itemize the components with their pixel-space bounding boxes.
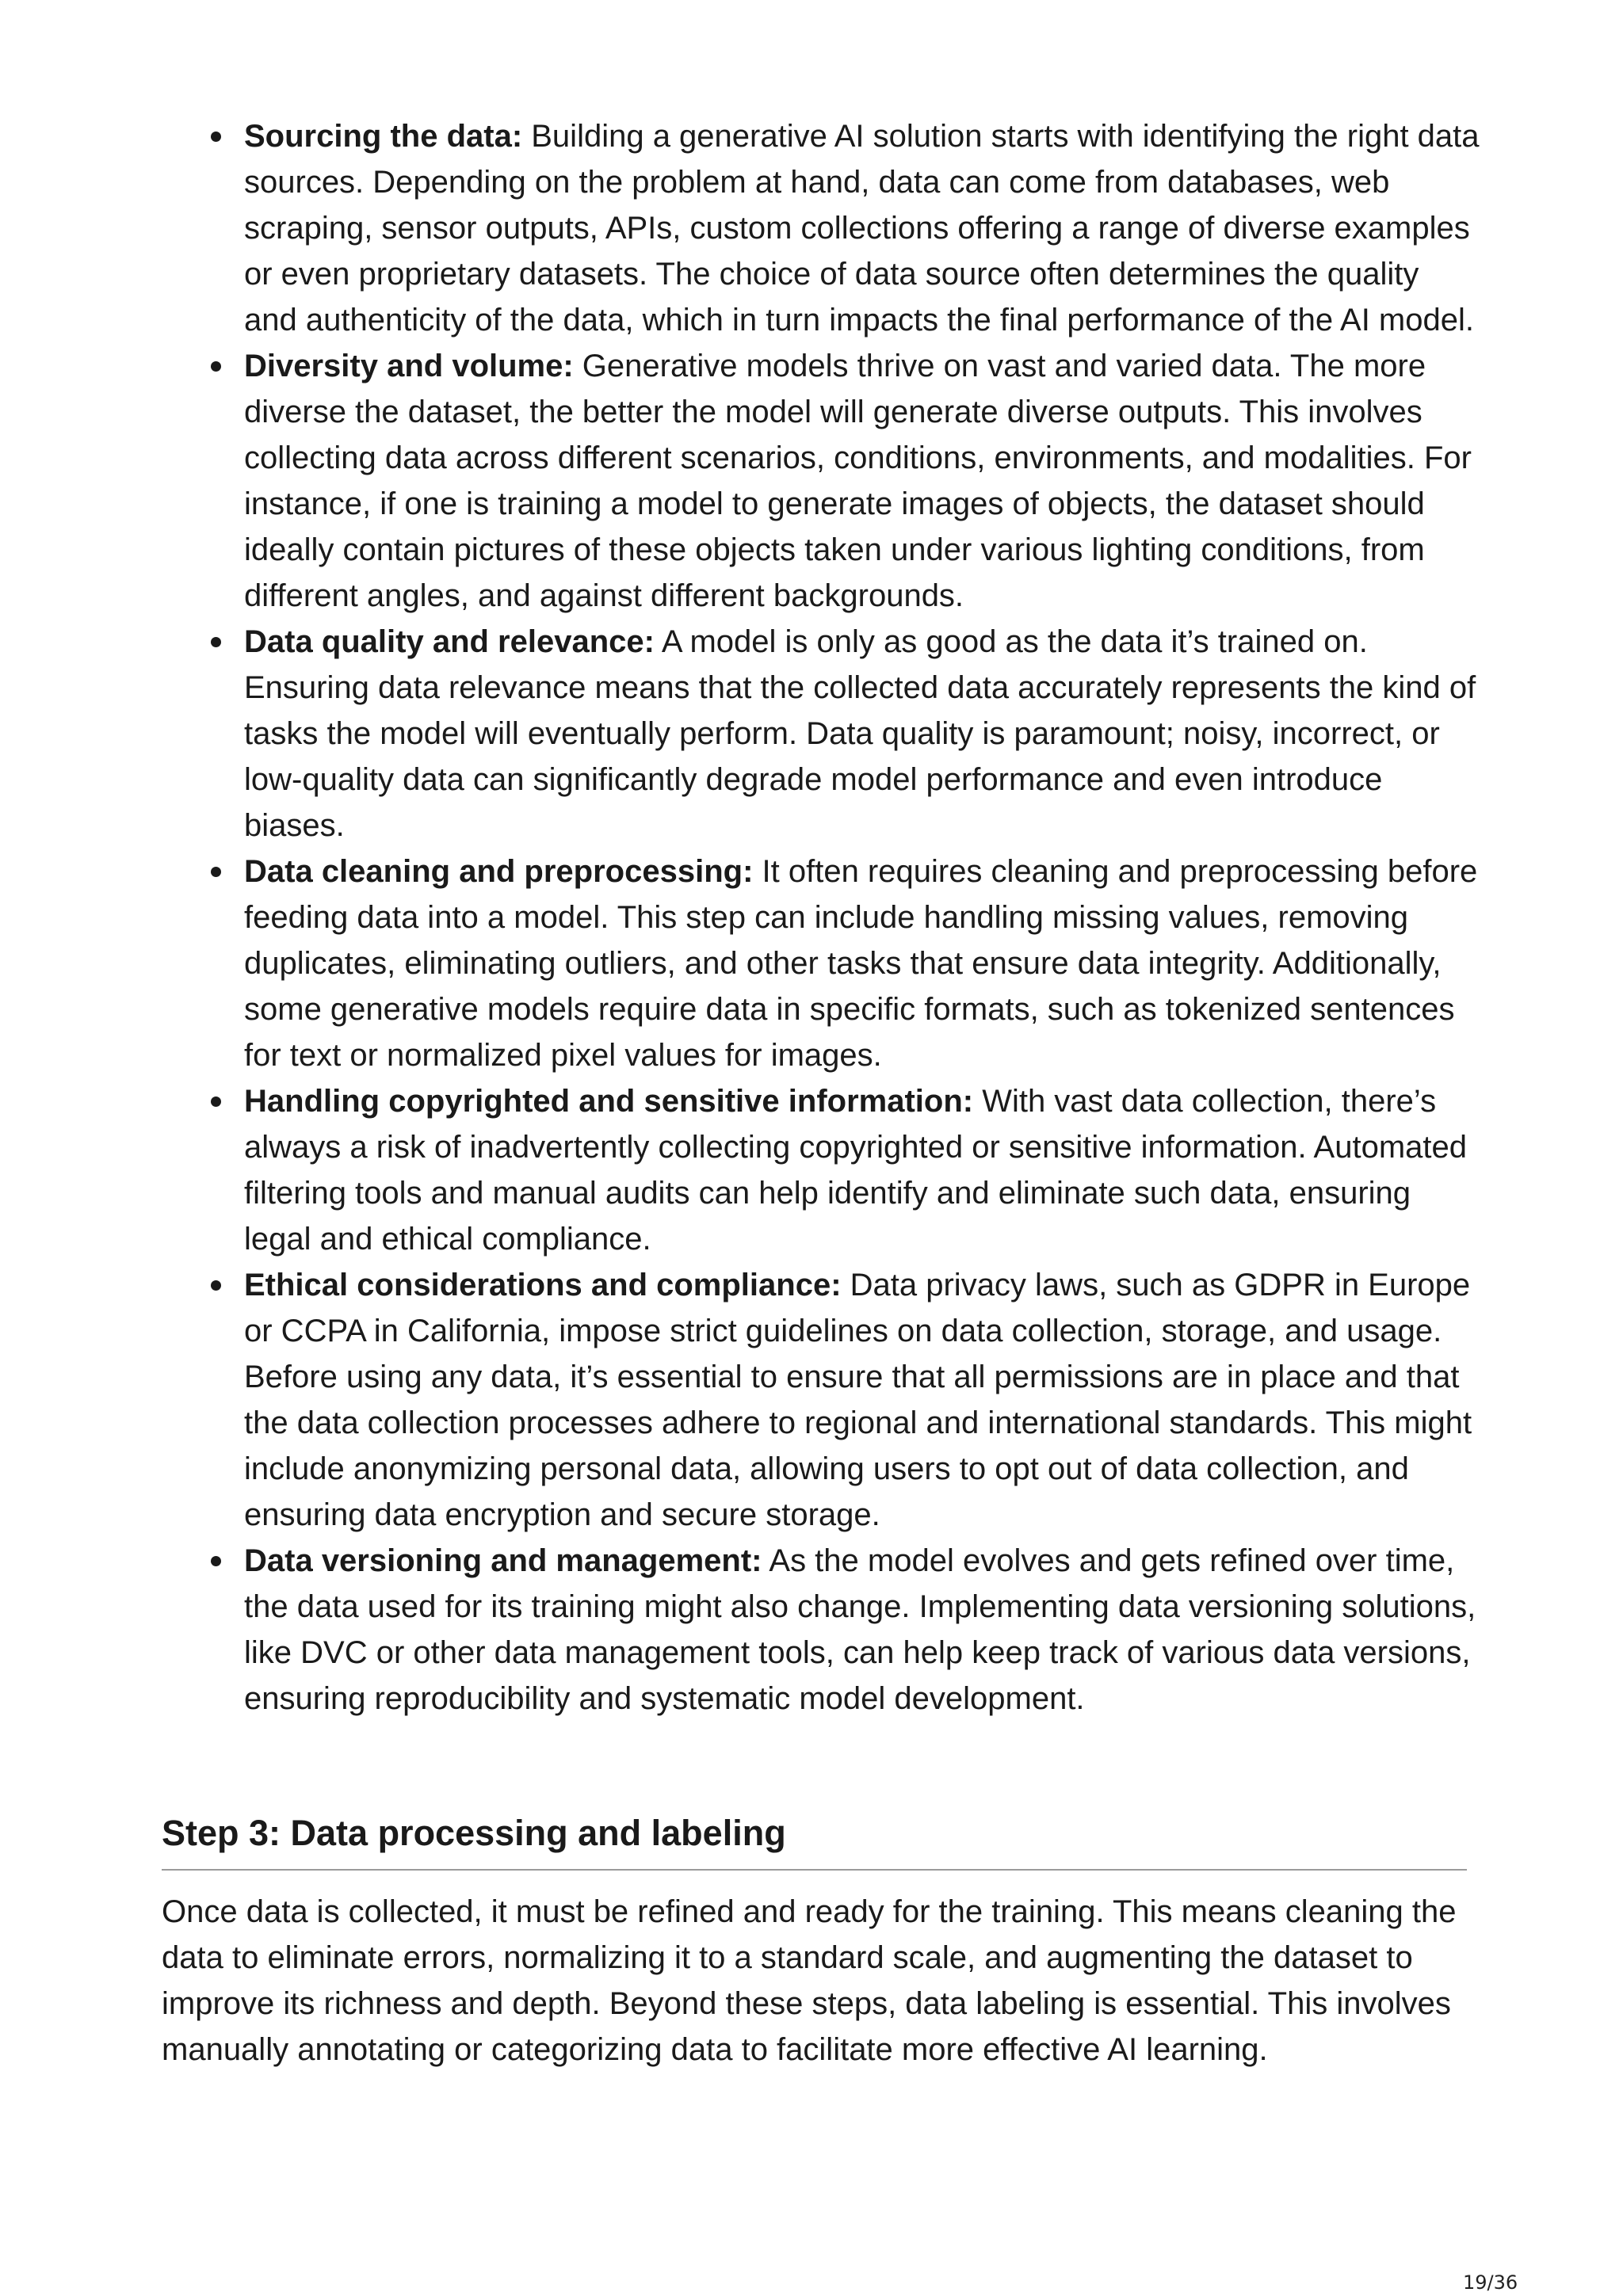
list-item: [244, 1078, 1480, 1262]
list-item: [244, 619, 1480, 849]
list-item: [244, 1262, 1480, 1538]
bullet-icon: [211, 637, 221, 647]
list-item-text: Data privacy laws, such as GDPR in Europe or CCPA in California, impose strict guidelines on data collection, storage, and usage. Before using any data, it’s essential to ensure that all permissions are in place and that the data collection processes adhere to regional and international standards. This might include anonymizing personal data, allowing users to opt out of data collection, and ensuring data encryption and secure storage.: [244, 1268, 1472, 1532]
list-item-title: Data quality and relevance:: [244, 624, 655, 659]
list-item: [244, 849, 1480, 1078]
list-item-title: Data versioning and management:: [244, 1543, 762, 1578]
bullet-icon: [211, 1280, 221, 1291]
bullet-icon: [211, 867, 221, 877]
section-heading: Step 3: Data processing and labeling: [162, 1813, 786, 1853]
list-item: [244, 1538, 1480, 1722]
bullet-list: [244, 113, 1480, 1722]
list-item-title: Data cleaning and preprocessing:: [244, 854, 754, 889]
section-paragraph: Once data is collected, it must be refined and ready for the training. This means cleaning the data to eliminate errors, normalizing it to a standard scale, and augmenting the dataset to improve its richness and depth. Beyond these steps, data labeling is essential. This involves manually annotating or categorizing data to facilitate more effective AI learning.: [162, 1894, 1457, 2067]
page-number: 19/36: [1463, 2271, 1518, 2294]
bullet-icon: [211, 1097, 221, 1107]
bullet-icon: [211, 132, 221, 142]
list-item-text: It often requires cleaning and preprocessing before feeding data into a model. This step can include handling missing values, removing duplicates, eliminating outliers, and other tasks that ensure data integrity. Additionally, some generative models require data in specific formats, such as tokenized sentences for text or normalized pixel values for images.: [244, 854, 1478, 1073]
list-item-text: Building a generative AI solution starts with identifying the right data sources. Depending on the problem at hand, data can come from databases, web scraping, sensor outputs, APIs, custom collections offering a range of diverse examples or even proprietary datasets. The choice of data source often determines the quality and authenticity of the data, which in turn impacts the final performance of the AI model.: [244, 119, 1480, 338]
list-item-text: As the model evolves and gets refined over time, the data used for its training might also change. Implementing data versioning solutions, like DVC or other data management tools, can help keep track of various data versions, ensuring reproducibility and systematic model development.: [244, 1543, 1476, 1716]
bullet-icon: [211, 361, 221, 372]
list-item: [244, 343, 1480, 619]
list-item-title: Diversity and volume:: [244, 349, 574, 383]
bullet-icon: [211, 1556, 221, 1566]
list-item-text: A model is only as good as the data it’s trained on. Ensuring data relevance means that the collected data accurately represents the kind of tasks the model will eventually perform. Data quality is paramount; noisy, incorrect, or low-quality data can significantly degrade model performance and even introduce biases.: [244, 624, 1476, 843]
list-item: [244, 113, 1480, 343]
list-item-text: With vast data collection, there’s always a risk of inadvertently collecting copyrighted or sensitive information. Automated filtering tools and manual audits can help identify and eliminate such data, ensuring legal and ethical compliance.: [244, 1084, 1467, 1257]
heading-divider: [162, 1869, 1467, 1871]
list-item-title: Handling copyrighted and sensitive information:: [244, 1084, 974, 1119]
list-item-text: Generative models thrive on vast and varied data. The more diverse the dataset, the better the model will generate diverse outputs. This involves collecting data across different scenarios, conditions, environments, and modalities. For instance, if one is training a model to generate images of objects, the dataset should ideally contain pictures of these objects taken under various lighting conditions, from different angles, and against different backgrounds.: [244, 349, 1472, 613]
list-item-title: Ethical considerations and compliance:: [244, 1268, 842, 1302]
list-item-title: Sourcing the data:: [244, 119, 523, 154]
